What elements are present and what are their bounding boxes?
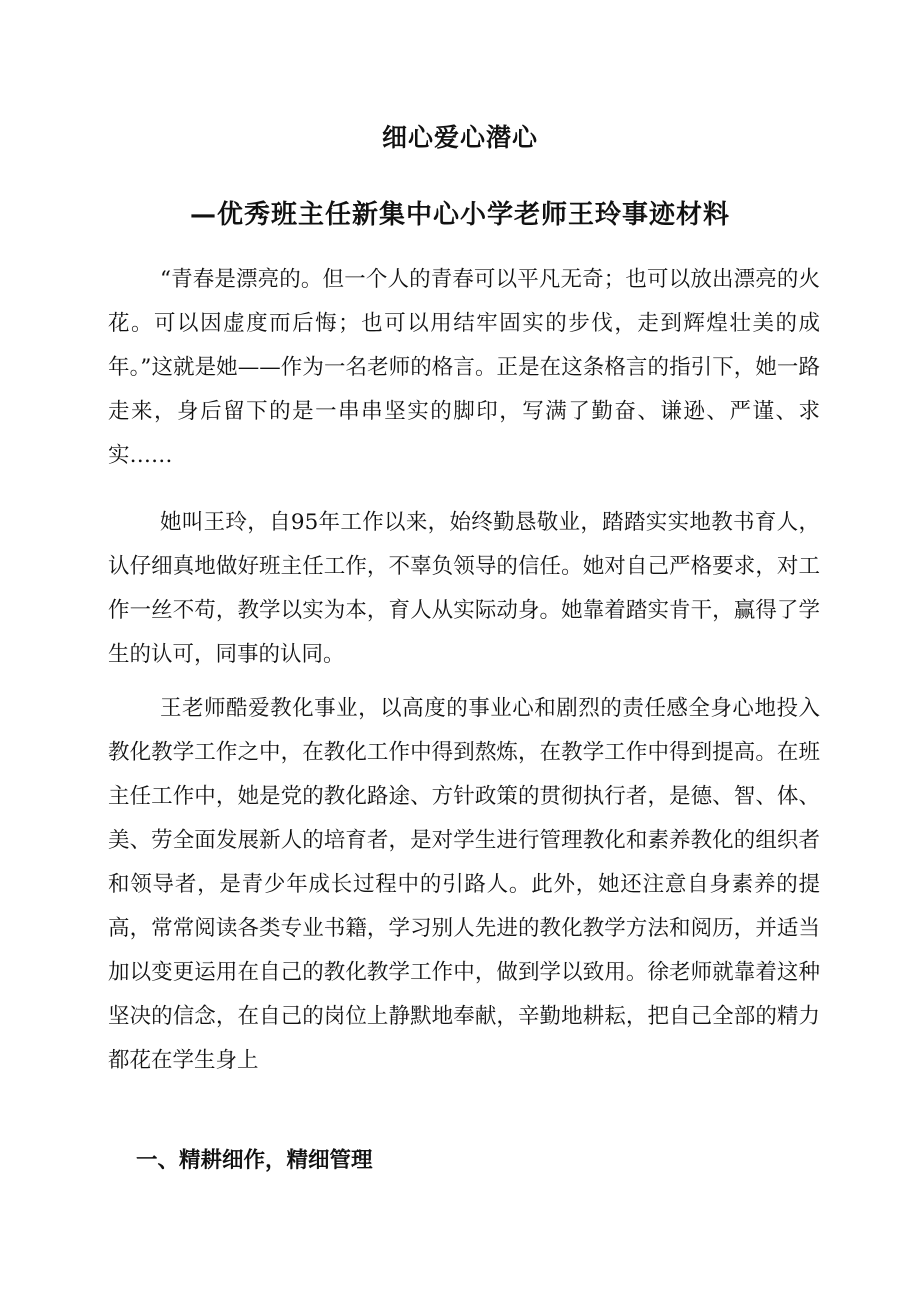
paragraph-introduction: 她叫王玲，自95年工作以来，始终勤恳敬业，踏踏实实地教书育人，认仔细真地做好班主任工作，不辜负领导的信任。她对自己严格要求，对工作一丝不苟，教学以实为本，育人从实际动身。她靠着踏实肯干，赢得了学生的认可，同事的认同。	[108, 510, 820, 667]
paragraph-dedication: 王老师酷爱教化事业，以高度的事业心和剧烈的责任感全身心地投入教化教学工作之中，在教化工作中得到熬炼，在教学工作中得到提高。在班主任工作中，她是党的教化路途、方针政策的贯彻执行者，是德、智、体、美、劳全面发展新人的培育者，是对学生进行管理教化和素养教化的组织者和领导者，是青少年成长过程中的引路人。此外，她还注意自身素养的提高，常常阅读各类专业书籍，学习别人先进的教化教学方法和阅历，并适当加以变更运用在自己的教化教学工作中，做到学以致用。徐老师就靠着这种坚决的信念，在自己的岗位上静默地奉献，辛勤地耕耘，把自己全部的精力都花在学生身上	[108, 696, 820, 1073]
document-title: 细心爱心潜心	[381, 123, 538, 152]
paragraph-motto: “青春是漂亮的。但一个人的青春可以平凡无奇；也可以放出漂亮的火花。可以因虚度而后悔；也可以用结牢固实的步伐，走到辉煌壮美的成年。”这就是她——作为一名老师的格言。正是在这条格言的指引下，她一路走来，身后留下的是一串串坚实的脚印，写满了勤奋、谦逊、严谨、求实……	[108, 267, 820, 468]
document-subtitle: —优秀班主任新集中心小学老师王玲事迹材料	[189, 200, 730, 230]
section-heading: 一、精耕细作，精细管理	[136, 1148, 373, 1173]
